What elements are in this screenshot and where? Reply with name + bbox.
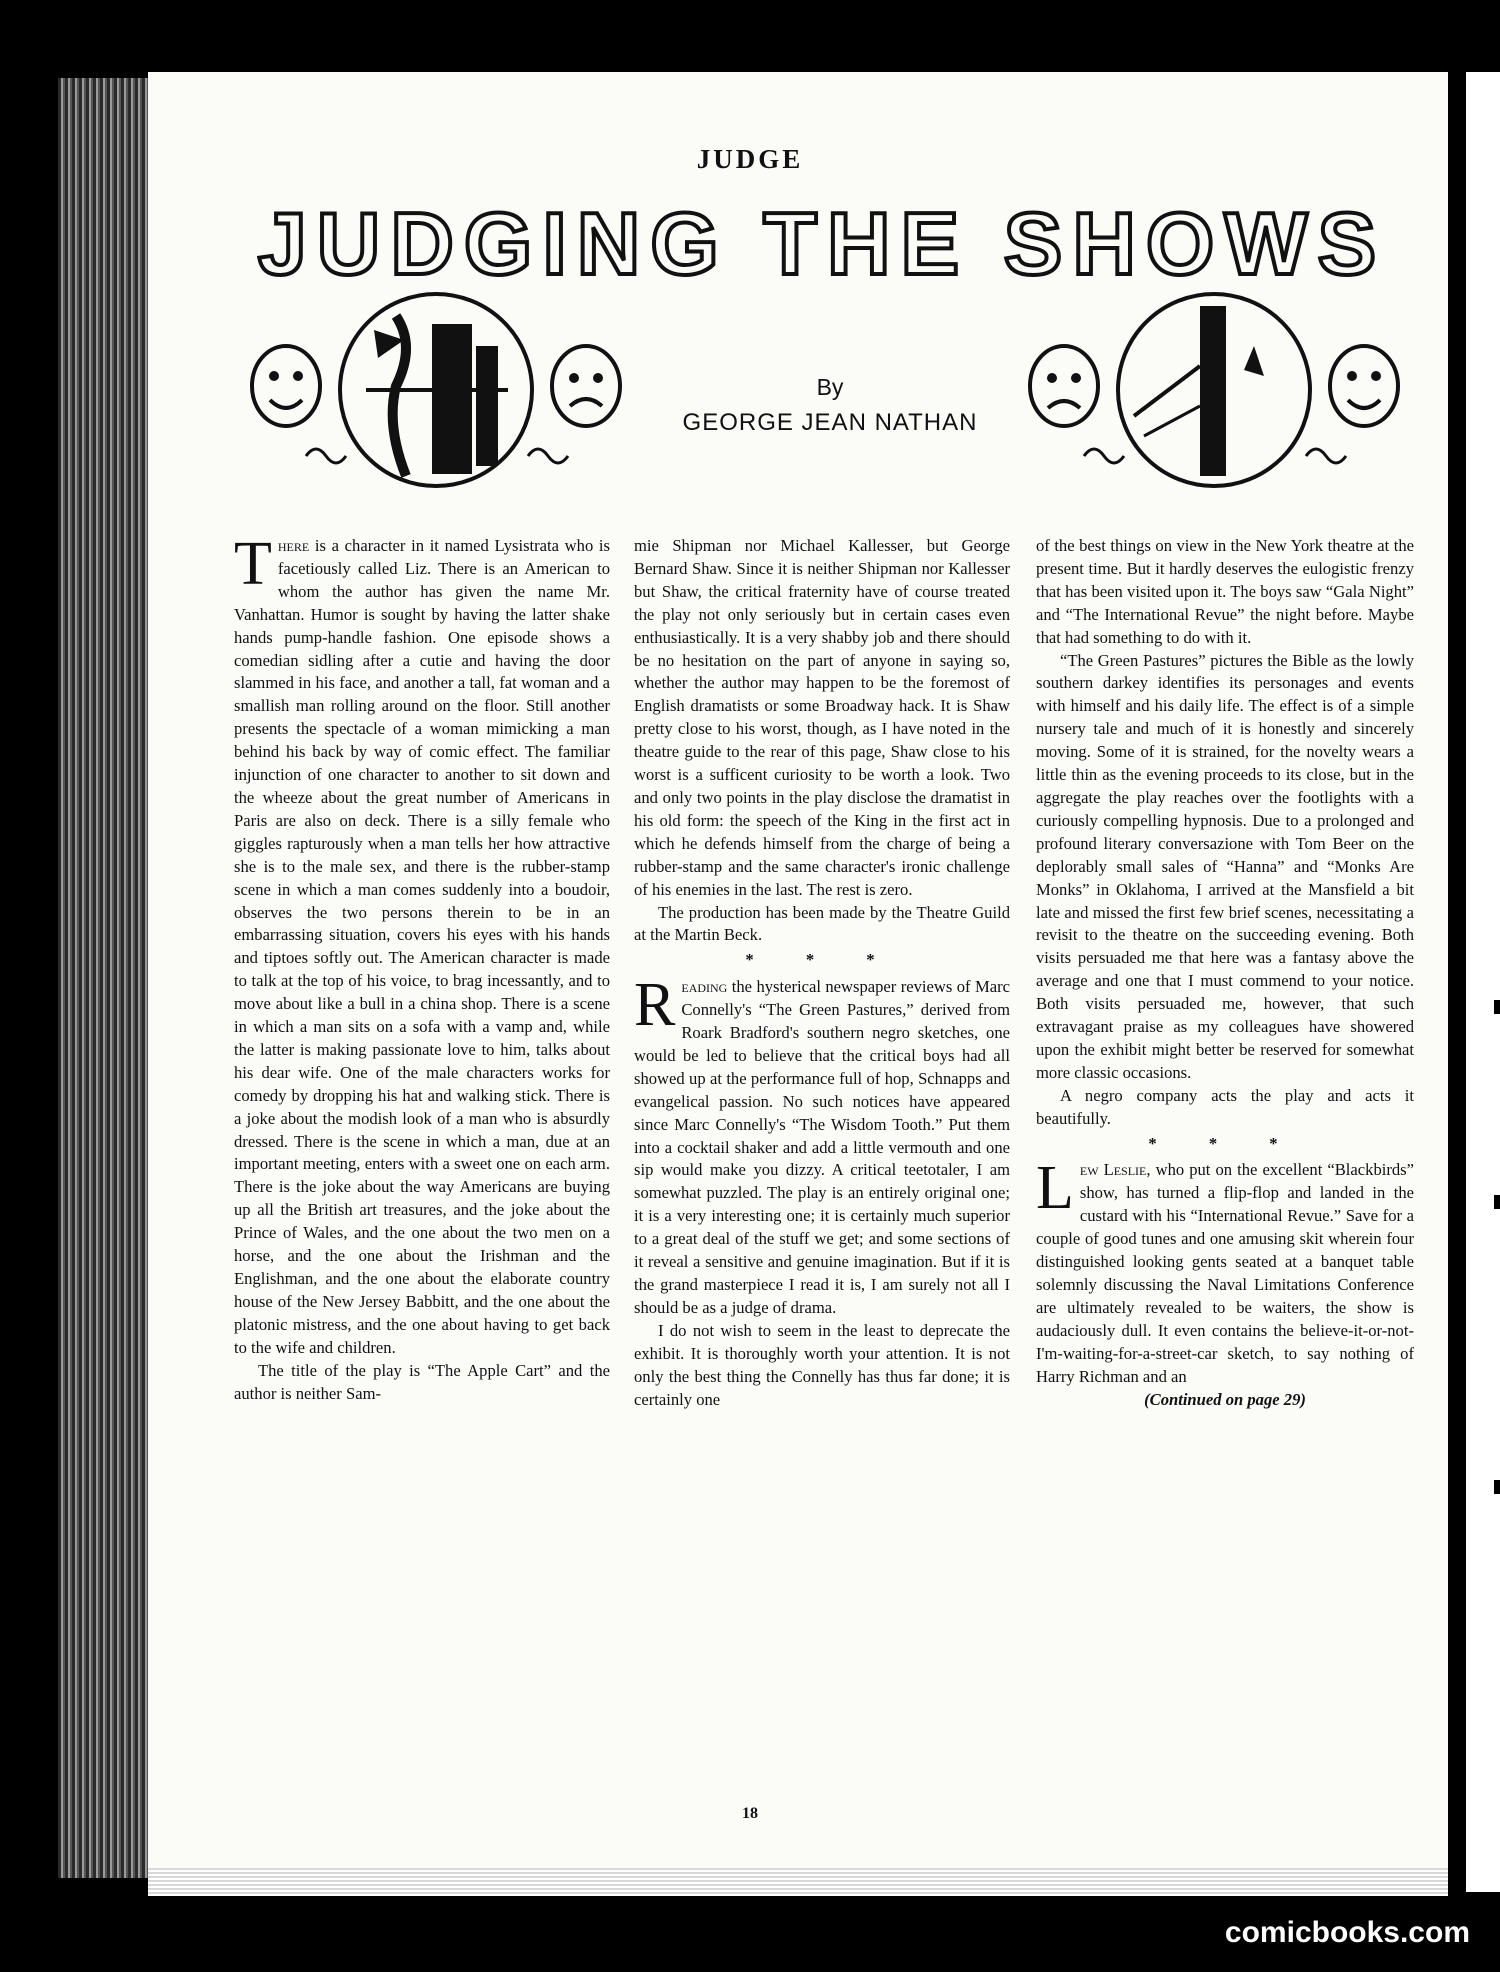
lead-smallcaps: here xyxy=(277,536,310,555)
paragraph: of the best things on view in the New York theatre at the present time. But it hardly deserves the eulogistic frenzy that has been visited upon it. The boys saw “Gala Night” and “The International Revue” the night before. Maybe that had something to do with it. xyxy=(1036,536,1414,647)
paragraph: The title of the play is “The Apple Cart” and the author is neither Sam- xyxy=(234,1360,610,1403)
paragraph: mie Shipman nor Michael Kallesser, but George Bernard Shaw. Since it is neither Shipman nor Kallesser but Shaw, the critical fraternity have of course treated the play not only seriously but in certain cases even enthusiastically. It is a very shabby job and there should be no hesitation on the part of anyone in saying so, whether the author may happen to be the foremost of English dramatists or some Broadway hack. It is Shaw pretty close to his worst, though, as I have noted in the theatre guide to the rear of this page, Shaw close to his worst is a sufficent curiosity to be worth a look. Two and only two points in the play disclose the dramatist in his old form: the speech of the King in the first act in which he defends himself from the charge of being a rubber-stamp and the same character's ironic challenge of his enemies in the last. The rest is zero. xyxy=(634,536,1010,899)
page-mark xyxy=(1494,1195,1500,1209)
paragraph xyxy=(634,971,1010,1320)
paragraph-text: the hysterical newspaper reviews of Marc Connelly's “The Green Pastures,” derived from Roark Bradford's southern negro sketches, one would be led to believe that the critical boys had all showed up at the performance full of hop, Schnapps and evangelical passion. No such notices have appeared since Marc Connelly's “The Wisdom Tooth.” Put them into a cocktail shaker and add a little vermouth and one sip would make you dizzy. A critical teetotaler, I am somewhat puzzled. The play is an entirely original one; it is a very interesting one; it is certainly much superior to a great deal of the stuff we get; and some sections of it reveal a sensitive and genuine imagination. But if it is the grand masterpiece I read it is, I am surely not all I should be as a judge of drama. xyxy=(634,977,1010,1317)
right-masks-illustration xyxy=(1024,286,1404,496)
magazine-name: JUDGE xyxy=(696,144,804,174)
drop-cap: T xyxy=(234,530,272,598)
drop-cap: L xyxy=(1036,1154,1074,1223)
paragraph xyxy=(234,530,610,1360)
page-edge xyxy=(148,1868,1448,1896)
page-mark xyxy=(1494,1480,1500,1494)
paragraph: A negro company acts the play and acts it beautifully. xyxy=(1036,1085,1414,1128)
next-page-edge xyxy=(1466,72,1500,1892)
continued-note: (Continued on page 29) xyxy=(1144,1389,1306,1409)
section-divider: * * * xyxy=(745,950,899,970)
left-masks-illustration xyxy=(246,286,626,496)
gutter-shadow xyxy=(1452,100,1466,1880)
paragraph xyxy=(1036,1154,1415,1388)
paragraph: “The Green Pastures” pictures the Bible as the lowly southern darkey identifies its personages and events with himself and his daily life. The effect is of a simple nursery tale and much of it is honestly and sincerely moving. Some of it is strained, for the novelty wears a little thin as the evening proceeds to its close, but in the aggregate the play reaches over the footlights with a curiously compelling hypnosis. Due to a prolonged and profound literary conversazione with Tom Beer on the deplorably small sales of “Hanna” and “Monks Are Monks” in Oklahoma, I arrived at the Mansfield a bit late and missed the first few brief scenes, necessitating a revisit to the theatre on the succeeding evening. Both visits persuaded me that here was a fantasy above the average and one that I must commend to your notice. Both visits persuaded me, however, that such extravagant praise as my colleagues have showered upon the exhibit might better be reserved for somewhat more classic occasions. xyxy=(1036,650,1414,1082)
watermark: comicbooks.com xyxy=(1224,1916,1470,1949)
byline-author: GEORGE JEAN NATHAN xyxy=(682,409,978,436)
paragraph: The production has been made by the Theatre Guild at the Martin Beck. xyxy=(634,902,1010,945)
banner-title xyxy=(232,196,1412,296)
paragraph-text: who put on the excellent “Blackbirds” show, has turned a flip-flop and landed in the custard with his “International Revue.” Save for a couple of good tunes and one amusing skit wherein four distinguished looking gents seated at a banquet table solemnly discussing the Naval Limitations Conference are ultimately revealed to be waiters, the show is audaciously dull. It even contains the believe-it-or-not-I'm-waiting-for-a-street-car sketch, to say nothing of Harry Richman and an xyxy=(1036,1160,1415,1386)
article-column-3 xyxy=(1036,535,1414,1411)
byline-by: By xyxy=(816,374,844,400)
article-column-2 xyxy=(634,535,1010,1411)
article-column-1 xyxy=(234,530,610,1405)
page-number: 18 xyxy=(742,1805,758,1822)
lead-smallcaps: eading xyxy=(681,977,728,997)
drop-cap: R xyxy=(634,971,676,1040)
lead-smallcaps: ew Leslie, xyxy=(1079,1160,1151,1180)
byline xyxy=(640,374,1020,437)
section-divider: * * * xyxy=(1148,1133,1302,1153)
paragraph: I do not wish to seem in the least to deprecate the exhibit. It is thoroughly worth your attention. It is not only the best thing the Connelly has thus far done; it is certainly one xyxy=(634,1320,1010,1409)
banner-title-text: JUDGING THE SHOWS xyxy=(257,196,1387,293)
paragraph-text: is a character in it named Lysistrata who is facetiously called Liz. There is an American to whom the author has given the name Mr. Vanhattan. Humor is sought by having the latter shake hands pump-handle fashion. One episode shows a comedian sidling after a cutie and having the door slammed in his face, and another a tall, fat woman and a smallish man rolling around on the floor. Still another presents the spectacle of a woman mimicking a man behind his back by way of comic effect. The familiar injunction of one character to another to sit down and the wheeze about the great number of Americans in Paris are also on deck. There is a silly female who giggles rapturously when a man tells her how attractive she is to the male sex, and there is the rubber-stamp scene in which a man comes suddenly into a boudoir, observes the two persons therein to be in an embarrassing situation, covers his eyes with his hands and tiptoes softly out. The American character is made to talk at the top of his voice, to brag incessantly, and to move about like a bull in a china shop. There is a scene in which a man sits on a sofa with a vamp and, while the latter is making passionate love to him, talks about his dear wife. One of the male characters works for comedy by dropping his hat and walking stick. There is a joke about the modish look of a man who is absurdly dressed. There is the scene in which a man, due at an important meeting, enters with a sweet one on each arm. There is the joke about the way Americans are buying up all the British art treasures, and the joke about the Prince of Wales, and the one about the two men on a horse, and the one about the Irishman and the Englishman, and the one about the elaborate country house of the New Jersey Babbitt, and the one about the platonic mistress, and the one about having to get back to the wife and children. xyxy=(234,536,610,1357)
page-mark xyxy=(1494,1000,1500,1014)
book-spine xyxy=(58,78,153,1878)
